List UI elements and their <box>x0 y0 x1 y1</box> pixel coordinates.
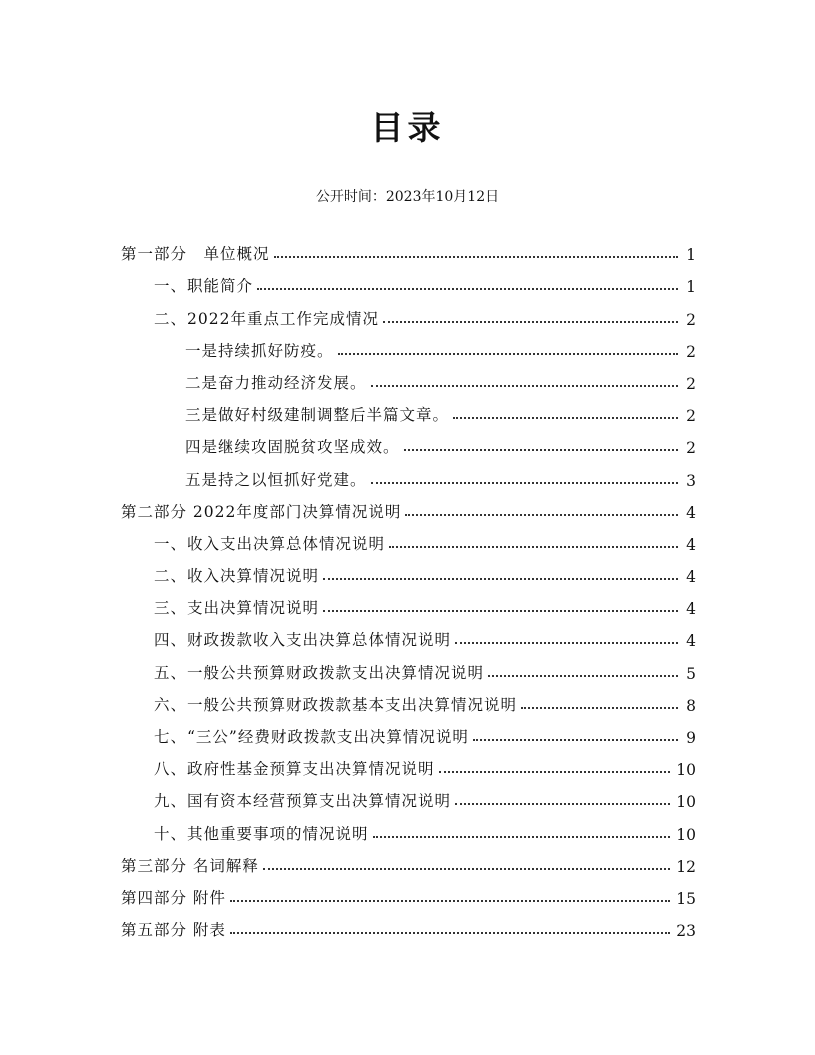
dot-leader <box>521 707 678 709</box>
table-of-contents <box>121 232 696 940</box>
dot-leader <box>453 417 678 419</box>
page-title: 目录 <box>370 108 445 147</box>
toc-entry[interactable] <box>121 425 696 457</box>
dot-leader <box>404 449 678 451</box>
dot-leader <box>439 771 671 773</box>
dot-leader <box>371 482 678 484</box>
toc-entry-page-number: 2 <box>686 310 696 329</box>
toc-entry-page-number: 23 <box>676 922 696 941</box>
toc-entry-page-number: 9 <box>686 729 696 747</box>
dot-leader <box>257 288 678 290</box>
dot-leader <box>263 868 670 870</box>
toc-entry-label: 三、支出决算情况说明 <box>154 599 320 618</box>
publish-date: 公开时间：2023年10月12日 <box>315 189 500 205</box>
toc-entry[interactable] <box>121 264 696 296</box>
toc-entry[interactable] <box>121 779 696 811</box>
toc-entry-page-number: 4 <box>686 600 696 619</box>
toc-entry-page-number: 2 <box>686 407 696 426</box>
toc-entry-page-number: 4 <box>686 632 696 651</box>
toc-entry[interactable] <box>121 457 696 489</box>
toc-entry-page-number: 2 <box>686 374 696 393</box>
toc-entry[interactable] <box>121 329 696 361</box>
toc-entry[interactable] <box>121 650 696 682</box>
toc-entry[interactable] <box>121 747 696 779</box>
toc-entry-label: 三是做好村级建制调整后半篇文章。 <box>185 406 450 425</box>
toc-entry[interactable] <box>121 232 696 264</box>
toc-entry[interactable] <box>121 393 696 425</box>
toc-entry-page-number: 10 <box>676 825 696 844</box>
toc-entry[interactable] <box>121 296 696 328</box>
dot-leader <box>488 675 678 677</box>
toc-entry-page-number: 1 <box>686 246 696 265</box>
toc-entry[interactable] <box>121 811 696 843</box>
toc-entry-label: 二、收入决算情况说明 <box>154 567 320 586</box>
toc-entry[interactable] <box>121 618 696 650</box>
toc-entry-label: 二、2022年重点工作完成情况 <box>154 309 379 328</box>
toc-entry-label: 第四部分 附件 <box>121 888 226 907</box>
dot-leader <box>274 256 678 258</box>
toc-entry-page-number: 15 <box>676 889 696 908</box>
dot-leader <box>338 353 678 355</box>
toc-entry-page-number: 10 <box>676 793 696 812</box>
toc-entry-label: 第三部分 名词解释 <box>121 856 259 875</box>
toc-entry[interactable] <box>121 683 696 715</box>
toc-entry[interactable] <box>121 522 696 554</box>
toc-entry[interactable] <box>121 490 696 522</box>
toc-entry-label: 一、收入支出决算总体情况说明 <box>154 534 386 553</box>
toc-entry-page-number: 4 <box>686 503 696 522</box>
toc-entry[interactable] <box>121 844 696 876</box>
dot-leader <box>473 739 678 741</box>
toc-entry[interactable] <box>121 586 696 618</box>
toc-entry-label: 一是持续抓好防疫。 <box>185 341 334 360</box>
toc-entry-label: 九、国有资本经营预算支出决算情况说明 <box>154 792 452 811</box>
toc-entry[interactable] <box>121 715 696 747</box>
toc-entry-page-number: 8 <box>686 696 696 715</box>
toc-entry-page-number: 5 <box>686 664 696 683</box>
toc-entry-page-number: 12 <box>676 857 696 876</box>
toc-entry-page-number: 2 <box>686 342 696 361</box>
toc-entry-label: 第一部分 单位概况 <box>121 245 270 264</box>
toc-entry-page-number: 4 <box>686 568 696 587</box>
toc-entry-label: 二是奋力推动经济发展。 <box>185 373 367 392</box>
toc-entry-label: 八、政府性基金预算支出决算情况说明 <box>154 760 435 779</box>
toc-entry-label: 四、财政拨款收入支出决算总体情况说明 <box>154 631 452 650</box>
toc-entry-label: 第二部分 2022年度部门决算情况说明 <box>121 502 402 521</box>
toc-entry-page-number: 2 <box>686 439 696 458</box>
toc-entry[interactable] <box>121 361 696 393</box>
dot-leader <box>323 610 678 612</box>
toc-entry[interactable] <box>121 908 696 940</box>
toc-entry-page-number: 10 <box>676 761 696 780</box>
toc-entry-page-number: 3 <box>686 471 696 490</box>
toc-entry[interactable] <box>121 554 696 586</box>
dot-leader <box>371 385 678 387</box>
toc-entry-page-number: 1 <box>686 278 696 297</box>
toc-entry-page-number: 4 <box>686 535 696 554</box>
dot-leader <box>455 642 678 644</box>
toc-entry-label: 四是继续攻固脱贫攻坚成效。 <box>185 438 400 457</box>
dot-leader <box>373 836 671 838</box>
dot-leader <box>230 932 670 934</box>
dot-leader <box>323 578 678 580</box>
toc-entry-label: 十、其他重要事项的情况说明 <box>154 824 369 843</box>
dot-leader <box>405 514 678 516</box>
toc-entry-label: 五是持之以恒抓好党建。 <box>185 470 367 489</box>
dot-leader <box>455 803 670 805</box>
dot-leader <box>389 546 678 548</box>
toc-entry-label: 七、“三公”经费财政拨款支出决算情况说明 <box>154 728 469 746</box>
toc-entry[interactable] <box>121 876 696 908</box>
dot-leader <box>230 900 670 902</box>
toc-entry-label: 六、一般公共预算财政拨款基本支出决算情况说明 <box>154 695 518 714</box>
toc-entry-label: 一、职能简介 <box>154 277 254 296</box>
dot-leader <box>383 321 678 323</box>
toc-entry-label: 五、一般公共预算财政拨款支出决算情况说明 <box>154 663 485 682</box>
toc-entry-label: 第五部分 附表 <box>121 921 226 940</box>
